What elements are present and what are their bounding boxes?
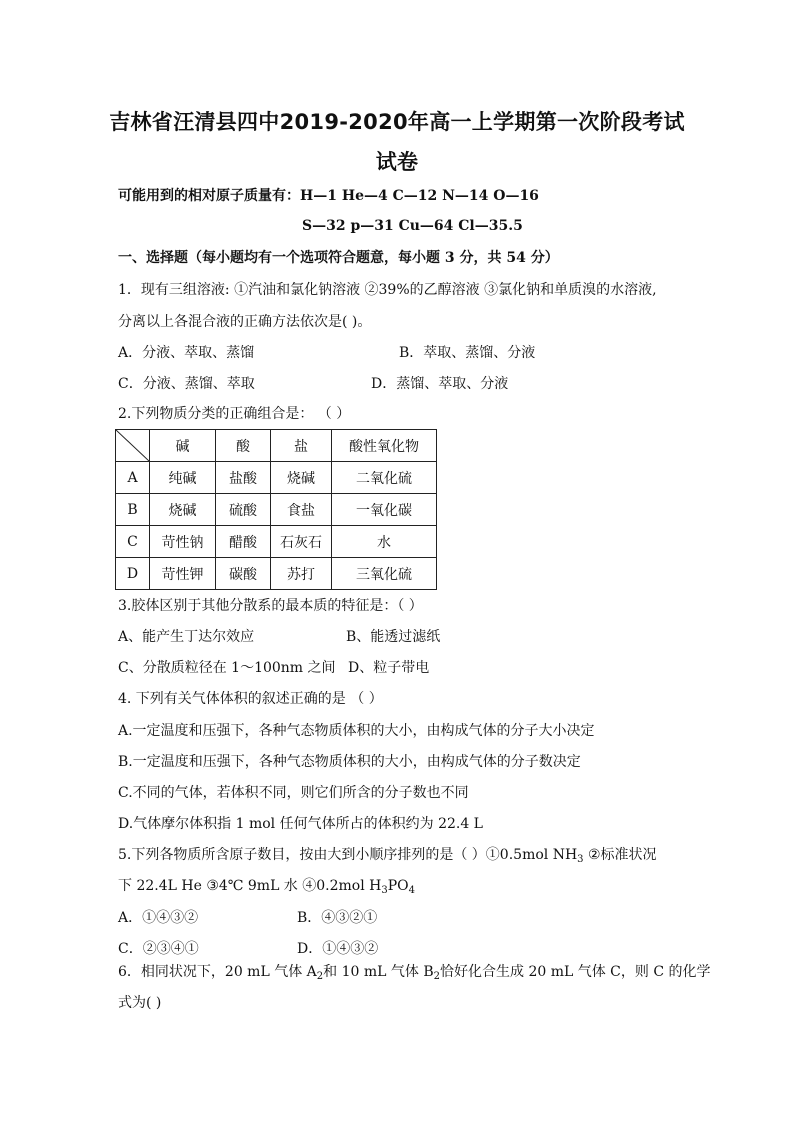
table-header-cell: 盐 [271,430,332,462]
table-cell: 纯碱 [150,462,216,494]
table-row-label: B [116,494,150,526]
q6-stem-line1 [118,963,711,981]
q6-stem-text: 恰好化合生成 20 mL 气体 C，则 C 的化学 [440,964,711,980]
q1-option-d: D．蒸馏、萃取、分液 [371,376,509,392]
q1-stem-line1: 1．现有三组溶液: ①汽油和氯化钠溶液 ②39%的乙醇溶液 ③氯化钠和单质溴的水溶液, [118,282,657,298]
table-header-cell: 碱 [150,430,216,462]
atomic-masses-line2: S—32 p—31 Cu—64 Cl—35.5 [302,218,523,234]
q5-option-d: D．①④③② [297,941,379,957]
table-row [116,526,437,558]
table-cell: 硫酸 [216,494,271,526]
q6-stem-line2: 式为( ) [118,995,162,1011]
q2-stem: 2.下列物质分类的正确组合是： （ ） [118,406,351,422]
q4-option-a: A.一定温度和压强下，各种气态物质体积的大小，由构成气体的分子大小决定 [118,723,595,739]
q3-stem: 3.胶体区别于其他分散系的最本质的特征是：（ ） [118,598,423,614]
diagonal-line-icon [116,430,149,461]
q5-stem-line1 [118,846,657,864]
q4-option-d: D.气体摩尔体积指 1 mol 任何气体所占的体积约为 22.4 L [118,816,483,832]
table-cell: 二氧化硫 [332,462,437,494]
table-row-label: D [116,558,150,590]
q5-stem-text: ②标准状况 [583,847,657,863]
table-row [116,462,437,494]
table-header-cell: 酸性氧化物 [332,430,437,462]
q5-option-c: C．②③④① [118,941,199,957]
q1-option-b: B．萃取、蒸馏、分液 [399,345,536,361]
q6-stem-text: 和 10 mL 气体 B [323,964,434,980]
table-corner-cell [116,430,150,462]
q3-option-c: C、分散质粒径在 1～100nm 之间 [118,660,336,676]
q4-option-c: C.不同的气体，若体积不同，则它们所含的分子数也不同 [118,785,469,801]
table-cell: 苛性钾 [150,558,216,590]
table-cell: 石灰石 [271,526,332,558]
q1-option-a: A．分液、萃取、蒸馏 [118,345,255,361]
q3-option-a: A、能产生丁达尔效应 [118,629,255,645]
subscript: 2 [433,971,440,982]
table-row-label: A [116,462,150,494]
q5-option-b: B．④③②① [297,910,378,926]
table-cell: 食盐 [271,494,332,526]
table-cell: 水 [332,526,437,558]
exam-title-line1: 吉林省汪清县四中2019-2020年高一上学期第一次阶段考试 [109,110,685,134]
q4-option-b: B.一定温度和压强下，各种气态物质体积的大小，由构成气体的分子数决定 [118,754,581,770]
table-cell: 三氧化硫 [332,558,437,590]
table-cell: 苏打 [271,558,332,590]
q5-stem-text: 5.下列各物质所含原子数目，按由大到小顺序排列的是（ ）①0.5mol NH [118,847,578,863]
exam-title-line2: 试卷 [375,150,419,174]
table-cell: 烧碱 [271,462,332,494]
subscript: 3 [381,885,388,896]
table-row [116,558,437,590]
subscript: 3 [577,854,584,865]
table-cell: 碳酸 [216,558,271,590]
subscript: 4 [408,885,416,896]
table-cell: 一氧化碳 [332,494,437,526]
table-row-label: C [116,526,150,558]
q1-stem-line2: 分离以上各混合液的正确方法依次是( )。 [118,314,372,330]
atomic-masses-line1: 可能用到的相对原子质量有：H—1 He—4 C—12 N—14 O—16 [118,188,539,204]
q5-option-a: A．①④③② [118,910,199,926]
q6-stem-text: 6．相同状况下，20 mL 气体 A [118,964,317,980]
q1-option-c: C．分液、蒸馏、萃取 [118,376,255,392]
q3-option-b: B、能透过滤纸 [346,629,441,645]
q4-stem: 4. 下列有关气体体积的叙述正确的是 （ ） [118,691,383,707]
table-cell: 醋酸 [216,526,271,558]
classification-table [115,429,437,590]
subscript: 2 [316,971,324,982]
table-header-row [116,430,437,462]
table-row [116,494,437,526]
table-cell: 盐酸 [216,462,271,494]
table-cell: 苛性钠 [150,526,216,558]
table-cell: 烧碱 [150,494,216,526]
q5-stem-line2 [118,877,415,895]
q5-stem-text: PO [387,878,409,894]
section-header: 一、选择题（每小题均有一个选项符合题意，每小题 3 分，共 54 分） [118,250,559,266]
q5-stem-text: 下 22.4L He ③4℃ 9mL 水 ④0.2mol H [118,878,382,894]
q3-option-d: D、粒子带电 [348,660,430,676]
table-header-cell: 酸 [216,430,271,462]
